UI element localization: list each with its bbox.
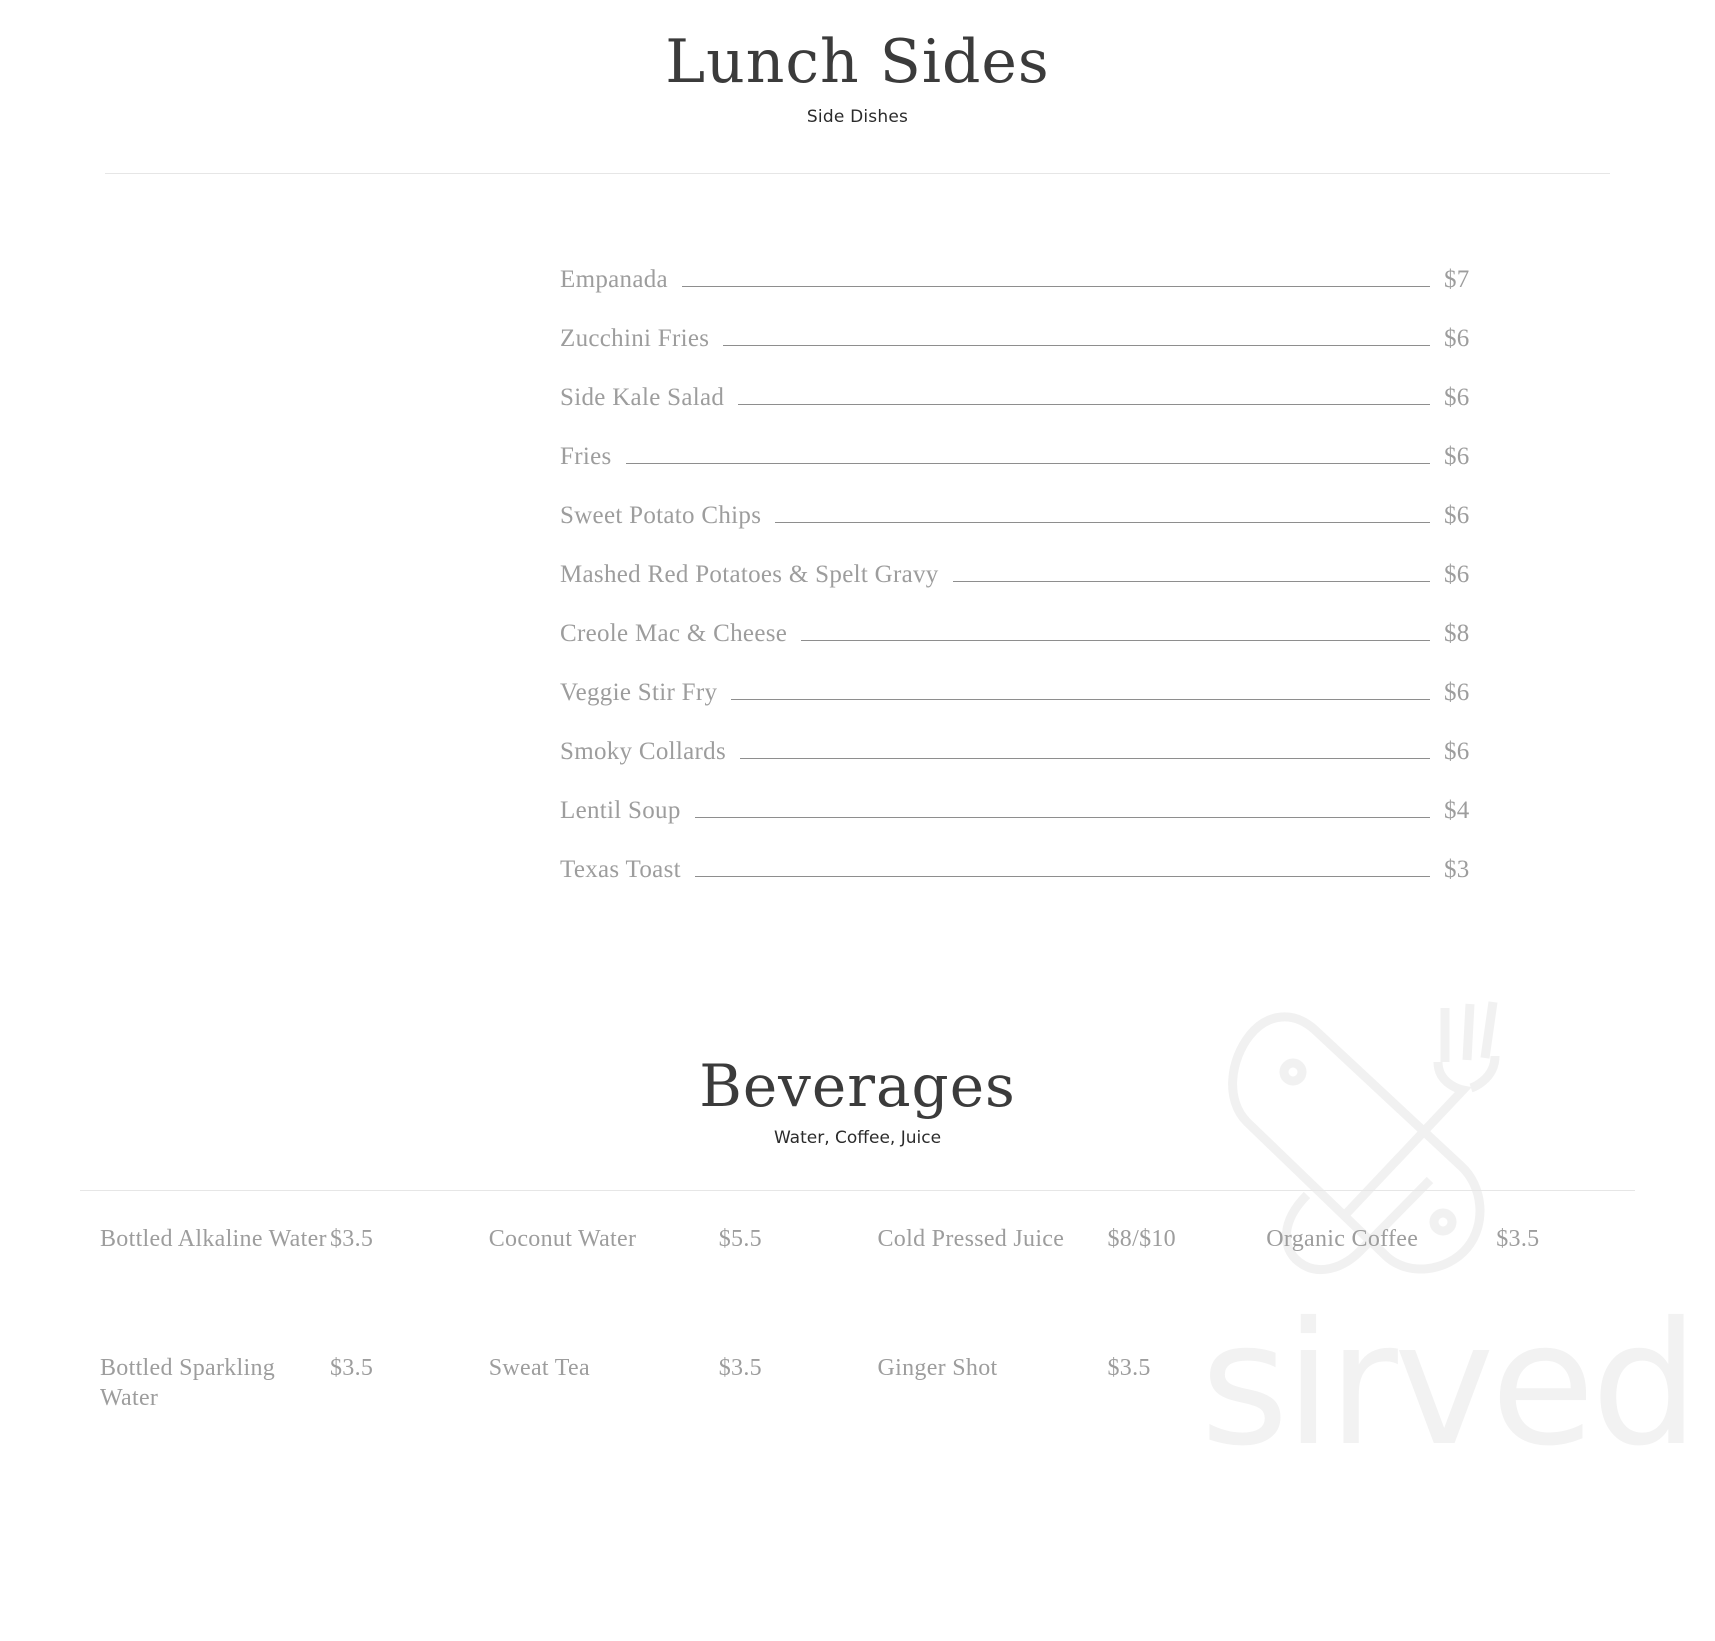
header-divider: [105, 173, 1610, 174]
list-item: [560, 384, 1490, 412]
leader-line: [695, 817, 1430, 818]
dish-name: Mashed Red Potatoes & Spelt Gravy: [560, 561, 939, 588]
dish-name: Creole Mac & Cheese: [560, 620, 788, 647]
list-item: [560, 266, 1490, 294]
beverage-name: Organic Coffee: [1266, 1226, 1419, 1252]
list-item: [1246, 1225, 1635, 1254]
dish-name: Sweet Potato Chips: [560, 502, 762, 529]
dish-price: $3: [1444, 856, 1470, 883]
beverage-price: $3.5: [330, 1226, 374, 1252]
list-item: [469, 1225, 858, 1254]
page-subtitle: Side Dishes: [806, 107, 909, 127]
beverage-name: Coconut Water: [488, 1226, 637, 1252]
dish-name: Side Kale Salad: [560, 384, 725, 411]
beverages-header: [0, 1052, 1715, 1148]
leader-line: [953, 581, 1430, 582]
beverage-price: $3.5: [330, 1355, 374, 1382]
list-item: [560, 561, 1490, 589]
dish-name: Fries: [560, 443, 612, 470]
list-item: [560, 797, 1490, 825]
beverages-title: Beverages: [699, 1052, 1016, 1120]
leader-line: [731, 699, 1430, 700]
leader-line: [738, 404, 1430, 405]
beverage-price: $5.5: [718, 1226, 762, 1252]
list-item: [560, 679, 1490, 707]
leader-line: [695, 876, 1430, 877]
list-item: [858, 1354, 1247, 1413]
beverage-price: $8/$10: [1107, 1226, 1176, 1252]
list-item: [80, 1225, 469, 1254]
beverage-price: $3.5: [1107, 1355, 1151, 1382]
dish-name: Smoky Collards: [560, 738, 727, 765]
dish-name: Lentil Soup: [560, 797, 681, 824]
dish-price: $4: [1444, 797, 1470, 824]
beverages-subtitle: Water, Coffee, Juice: [773, 1128, 942, 1148]
dish-price: $6: [1444, 325, 1470, 352]
dish-name: Zucchini Fries: [560, 325, 710, 352]
lunch-sides-list: [225, 266, 1490, 884]
beverage-name: Sweat Tea: [488, 1355, 590, 1382]
beverage-name: Bottled Alkaline Water: [100, 1226, 327, 1252]
beverage-price: $3.5: [1496, 1226, 1540, 1252]
list-item: [560, 856, 1490, 884]
beverage-name: Ginger Shot: [877, 1355, 998, 1382]
leader-line: [801, 640, 1430, 641]
page-title: Lunch Sides: [665, 27, 1050, 97]
leader-line: [682, 286, 1430, 287]
dish-price: $8: [1444, 620, 1470, 647]
dish-name: Empanada: [560, 266, 668, 293]
beverages-list: [80, 1225, 1635, 1413]
dish-price: $7: [1444, 266, 1470, 293]
dish-price: $6: [1444, 738, 1470, 765]
list-item: [560, 502, 1490, 530]
list-item: [560, 443, 1490, 471]
dish-price: $6: [1444, 561, 1470, 588]
beverages-divider: [80, 1190, 1635, 1191]
sirved-watermark: sirved: [1200, 1286, 1695, 1484]
list-item: [560, 620, 1490, 648]
dish-name: Veggie Stir Fry: [560, 679, 718, 706]
list-item: [560, 738, 1490, 766]
leader-line: [775, 522, 1430, 523]
dish-name: Texas Toast: [560, 856, 681, 883]
dish-price: $6: [1444, 502, 1470, 529]
leader-line: [723, 345, 1430, 346]
list-item: [469, 1354, 858, 1413]
leader-line: [626, 463, 1431, 464]
list-item: [80, 1354, 469, 1413]
dish-price: $6: [1444, 443, 1470, 470]
beverage-price: $3.5: [718, 1355, 762, 1382]
list-item: [560, 325, 1490, 353]
dish-price: $6: [1444, 679, 1470, 706]
dish-price: $6: [1444, 384, 1470, 411]
lunch-sides-header: [0, 0, 1715, 127]
beverage-name: Cold Pressed Juice: [877, 1226, 1065, 1252]
beverage-name: Bottled Sparkling Water: [100, 1355, 276, 1411]
list-item: [858, 1225, 1247, 1254]
leader-line: [740, 758, 1430, 759]
